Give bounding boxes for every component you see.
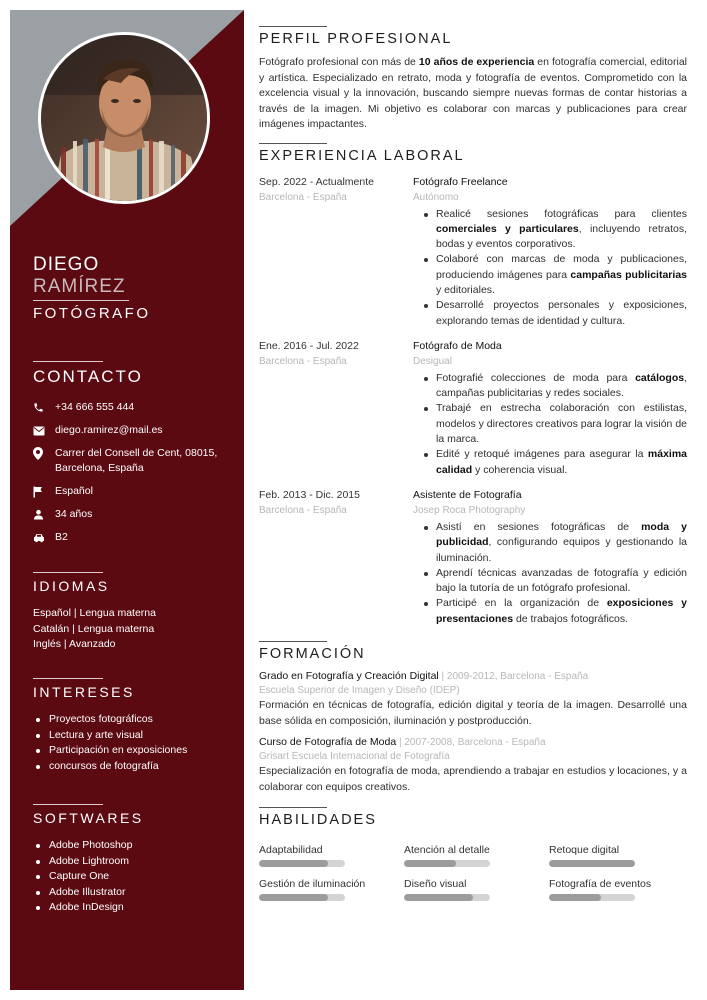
skill-bar bbox=[259, 860, 345, 867]
profile-title: PERFIL PROFESIONAL bbox=[259, 31, 453, 47]
contact-address bbox=[33, 446, 233, 476]
skill-item bbox=[404, 877, 549, 901]
skill-name: Adaptabilidad bbox=[259, 844, 323, 857]
job-bullet: Aprendí técnicas avanzadas de fotografía y edición bajo la tutoría de un fotógrafo profesional. bbox=[422, 566, 687, 597]
contact-email[interactable] bbox=[33, 423, 233, 438]
job-title: Fotógrafo Freelance bbox=[413, 175, 508, 188]
job-bullet: Trabajé en estrecha colaboración con estilistas, modelos y directores creativos para lograr la visión de la marca. bbox=[422, 401, 687, 447]
location-pin-icon bbox=[33, 446, 55, 461]
mail-icon bbox=[33, 423, 55, 438]
interests-section bbox=[33, 678, 233, 774]
job-dates: Feb. 2013 - Dic. 2015 bbox=[259, 488, 360, 501]
phone-icon bbox=[33, 400, 55, 415]
job-bullet: Participé en la organización de exposiciones y presentaciones de trabajos fotográficos. bbox=[422, 596, 687, 627]
job-entry bbox=[259, 488, 687, 627]
contact-text: diego.ramirez@mail.es bbox=[55, 424, 163, 436]
person-icon bbox=[33, 507, 55, 522]
education-degree: Grado en Fotografía y Creación Digital | 2009-2012, Barcelona - España bbox=[259, 670, 589, 683]
job-company: Josep Roca Photography bbox=[413, 504, 526, 516]
job-location: Barcelona - España bbox=[259, 355, 347, 367]
contact-text: Carrer del Consell de Cent, 08015, Barcelona, España bbox=[55, 447, 218, 474]
job-company: Autónomo bbox=[413, 191, 459, 203]
contact-section bbox=[33, 361, 233, 553]
contact-nationality bbox=[33, 484, 233, 499]
software-title: SOFTWARES bbox=[33, 810, 144, 826]
skill-bar-fill bbox=[549, 860, 635, 867]
job-company: Desigual bbox=[413, 355, 452, 367]
interest-item: concursos de fotografía bbox=[33, 759, 233, 775]
section-divider bbox=[259, 26, 327, 27]
skill-item bbox=[259, 877, 404, 901]
skill-name: Retoque digital bbox=[549, 844, 620, 857]
job-dates: Ene. 2016 - Jul. 2022 bbox=[259, 339, 359, 352]
contact-age bbox=[33, 507, 233, 522]
job-role: FOTÓGRAFO bbox=[33, 305, 151, 322]
contact-text: +34 666 555 444 bbox=[55, 401, 135, 413]
skill-item bbox=[404, 843, 549, 867]
skill-bar-fill bbox=[404, 860, 456, 867]
skills-title: HABILIDADES bbox=[259, 812, 377, 829]
skill-bar-fill bbox=[259, 860, 328, 867]
first-name: DIEGO bbox=[33, 254, 100, 275]
flag-icon bbox=[33, 484, 55, 499]
job-entry bbox=[259, 175, 687, 329]
interest-item: Proyectos fotográficos bbox=[33, 712, 233, 728]
job-title: Asistente de Fotografía bbox=[413, 488, 522, 501]
education-school: Escuela Superior de Imagen y Diseño (IDEP) bbox=[259, 685, 460, 697]
job-bullet: Colaboré con marcas de moda y publicaciones, produciendo imágenes para campañas publicitarias y editoriales. bbox=[422, 252, 687, 298]
experience-title: EXPERIENCIA LABORAL bbox=[259, 147, 465, 164]
skill-bar-fill bbox=[549, 894, 601, 901]
education-entry bbox=[259, 669, 687, 729]
education-title: FORMACIÓN bbox=[259, 646, 366, 663]
interest-item: Participación en exposiciones bbox=[33, 743, 233, 759]
skill-bar bbox=[259, 894, 345, 901]
experience-section bbox=[259, 143, 687, 628]
name-divider bbox=[33, 300, 129, 301]
last-name: RAMÍREZ bbox=[33, 276, 126, 297]
skill-item bbox=[549, 877, 687, 901]
section-divider bbox=[33, 572, 103, 573]
education-school: Grisart Escuela Internacional de Fotografía bbox=[259, 751, 450, 763]
education-description: Formación en técnicas de fotografía, edición digital y teoría de la imagen. Desarrollé una base sólida en composición, iluminación y postproducción. bbox=[259, 699, 687, 727]
language-item: Inglés | Avanzado bbox=[33, 638, 116, 650]
software-item: Adobe Photoshop bbox=[33, 838, 233, 854]
contact-license bbox=[33, 530, 233, 545]
skill-name: Gestión de iluminación bbox=[259, 878, 366, 891]
sidebar bbox=[10, 10, 244, 990]
skill-bar bbox=[404, 894, 490, 901]
job-bullet: Realicé sesiones fotográficas para clientes comerciales y particulares, incluyendo retratos, bodas y eventos corporativos. bbox=[422, 207, 687, 253]
skills-section bbox=[259, 807, 687, 901]
contact-text: 34 años bbox=[55, 508, 93, 520]
software-item: Adobe Lightroom bbox=[33, 854, 233, 870]
section-divider bbox=[259, 143, 327, 144]
software-item: Adobe InDesign bbox=[33, 900, 233, 916]
software-section bbox=[33, 804, 233, 916]
skill-name: Fotografía de eventos bbox=[549, 878, 652, 891]
language-item: Catalán | Lengua materna bbox=[33, 622, 155, 635]
skill-bar bbox=[549, 894, 635, 901]
software-item: Adobe Illustrator bbox=[33, 885, 233, 901]
profile-section bbox=[259, 26, 687, 133]
education-description: Especialización en fotografía de moda, aprendiendo a trabajar en estudios y locaciones, y a colaborar con equipos creativos. bbox=[259, 765, 687, 793]
education-degree: Curso de Fotografía de Moda | 2007-2008, Barcelona - España bbox=[259, 736, 546, 749]
profile-text: Fotógrafo profesional con más de 10 años de experiencia en fotografía comercial, editorial y artística. Especializado en retrato, moda y fotografía de eventos. Comprometido con la excelencia visual y la innovación, buscando siempre nuevas formas de contar historias a través de la imagen. Mi objetivo es colaborar con marcas y publicaciones para crear imágenes impactantes. bbox=[259, 56, 688, 130]
skill-bar-fill bbox=[259, 894, 328, 901]
job-bullet: Fotografié colecciones de moda para catálogos, campañas publicitarias y redes sociales. bbox=[422, 371, 687, 402]
section-divider bbox=[33, 804, 103, 805]
contact-text: B2 bbox=[55, 531, 68, 543]
job-title: Fotógrafo de Moda bbox=[413, 339, 502, 352]
main-content bbox=[259, 26, 687, 901]
section-divider bbox=[259, 807, 327, 808]
car-icon bbox=[33, 530, 55, 545]
education-section bbox=[259, 641, 687, 795]
contact-title: CONTACTO bbox=[33, 367, 143, 386]
job-location: Barcelona - España bbox=[259, 504, 347, 516]
profile-photo bbox=[38, 32, 210, 204]
skill-item bbox=[259, 843, 404, 867]
interest-item: Lectura y arte visual bbox=[33, 728, 233, 744]
language-item: Español | Lengua materna bbox=[33, 607, 156, 619]
skill-name: Atención al detalle bbox=[404, 844, 490, 857]
skill-item bbox=[549, 843, 687, 867]
skill-bar-fill bbox=[404, 894, 473, 901]
job-dates: Sep. 2022 - Actualmente bbox=[259, 175, 374, 188]
languages-section bbox=[33, 572, 233, 653]
section-divider bbox=[33, 678, 103, 679]
skill-bar bbox=[549, 860, 635, 867]
section-divider bbox=[33, 361, 103, 362]
job-bullet: Edité y retoqué imágenes para asegurar la máxima calidad y coherencia visual. bbox=[422, 447, 687, 478]
job-entry bbox=[259, 339, 687, 478]
section-divider bbox=[259, 641, 327, 642]
interests-title: INTERESES bbox=[33, 684, 135, 700]
job-bullet: Asistí en sesiones fotográficas de moda y publicidad, configurando equipos y gestionando la iluminación. bbox=[422, 520, 687, 566]
job-bullet: Desarrollé proyectos personales y exposiciones, explorando temas de identidad y cultura. bbox=[422, 298, 687, 329]
skill-name: Diseño visual bbox=[404, 878, 467, 891]
software-item: Capture One bbox=[33, 869, 233, 885]
contact-phone[interactable] bbox=[33, 400, 233, 415]
languages-title: IDIOMAS bbox=[33, 578, 110, 594]
skill-bar bbox=[404, 860, 490, 867]
education-entry bbox=[259, 735, 687, 795]
contact-text: Español bbox=[55, 485, 93, 497]
job-location: Barcelona - España bbox=[259, 191, 347, 203]
name-block bbox=[33, 254, 151, 323]
